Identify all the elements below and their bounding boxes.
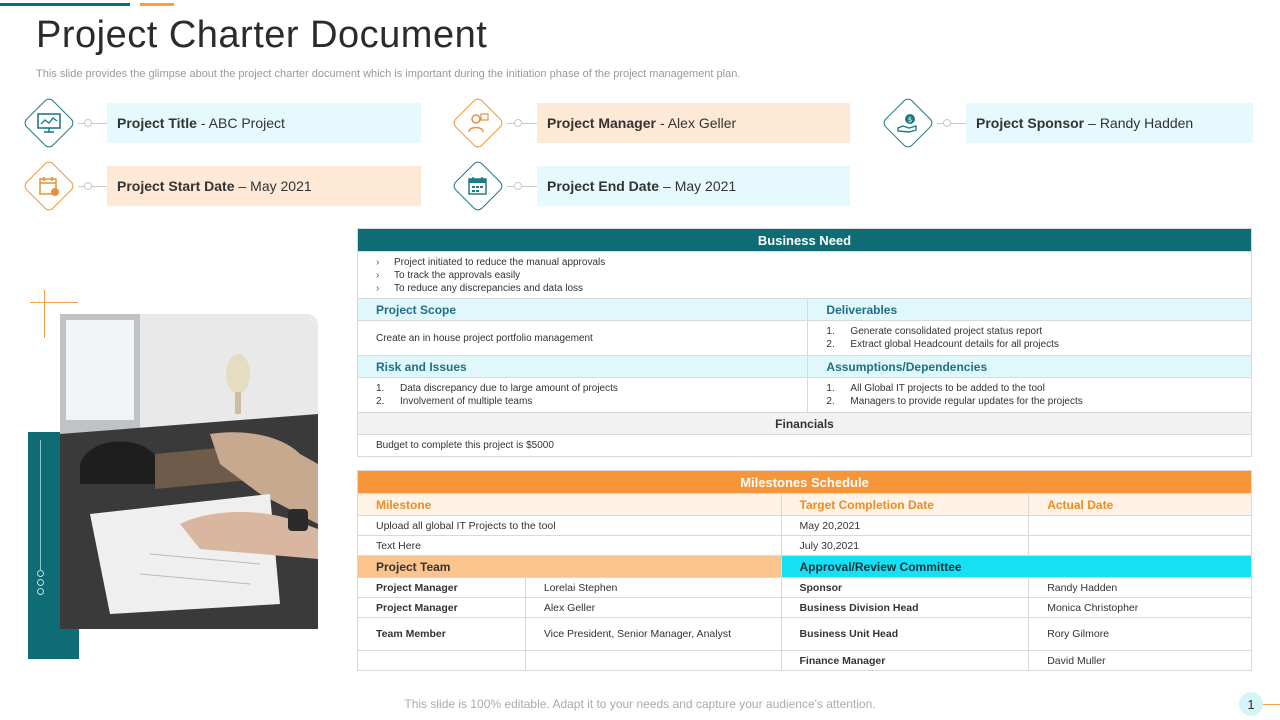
- team-name-cell: Alex Geller: [525, 598, 781, 618]
- connector-dot: [514, 119, 522, 127]
- milestones-header: Milestones Schedule: [358, 471, 1252, 494]
- milestone-cell: Upload all global IT Projects to the tool: [358, 516, 782, 536]
- list-item: › To track the approvals easily: [376, 270, 521, 281]
- decor-cross-vertical: [44, 290, 45, 338]
- end-date-label: Project End Date: [547, 178, 660, 194]
- deliverables-header: Deliverables: [808, 299, 1252, 321]
- actual-date-col-header: Actual Date: [1029, 494, 1252, 516]
- connector-dot: [943, 119, 951, 127]
- end-date-value: – May 2021: [663, 178, 737, 194]
- team-role-cell: [358, 651, 526, 671]
- committee-name-cell: David Muller: [1029, 651, 1252, 671]
- committee-name-cell: Randy Hadden: [1029, 578, 1252, 598]
- risks-list: [358, 378, 808, 413]
- target-date-cell: July 30,2021: [781, 536, 1029, 556]
- decor-dot: [37, 579, 44, 586]
- list-item: 1. All Global IT projects to be added to the tool: [826, 383, 1045, 394]
- team-role-cell: Team Member: [358, 618, 526, 651]
- committee-header: Approval/Review Committee: [781, 556, 1251, 578]
- list-item: › To reduce any discrepancies and data loss: [376, 283, 584, 294]
- table-row: [358, 536, 1252, 556]
- decor-cross-horizontal: [30, 302, 78, 303]
- page-number: 1: [1239, 692, 1263, 716]
- risk-issues-header: Risk and Issues: [358, 356, 808, 378]
- charter-table: [357, 228, 1252, 457]
- calendar-icon: [451, 159, 505, 213]
- list-item: 1. Data discrepancy due to large amount of projects: [376, 383, 618, 394]
- financials-header: Financials: [358, 413, 1252, 435]
- financials-text: Budget to complete this project is $5000: [358, 435, 1252, 457]
- target-date-cell: May 20,2021: [781, 516, 1029, 536]
- assumption-item: Managers to provide regular updates for the projects: [850, 396, 1083, 407]
- deliverable-item: Generate consolidated project status report: [850, 326, 1043, 337]
- table-row: [358, 598, 1252, 618]
- assumption-item: All Global IT projects to be added to the tool: [850, 383, 1045, 394]
- project-manager-value: - Alex Geller: [659, 115, 737, 131]
- page-title: Project Charter Document: [36, 14, 488, 56]
- connector-line: [937, 123, 966, 124]
- target-date-col-header: Target Completion Date: [781, 494, 1029, 516]
- assumptions-header: Assumptions/Dependencies: [808, 356, 1252, 378]
- connector-line: [78, 186, 107, 187]
- money-hand-icon: [881, 96, 935, 150]
- committee-name-cell: Rory Gilmore: [1029, 618, 1252, 651]
- project-team-header: Project Team: [358, 556, 782, 578]
- project-scope-header: Project Scope: [358, 299, 808, 321]
- project-title-label: Project Title: [117, 115, 197, 131]
- milestones-table: [357, 470, 1252, 671]
- business-need-item: To track the approvals easily: [394, 270, 521, 281]
- connector-dot: [84, 119, 92, 127]
- office-desk-photo: [60, 314, 318, 629]
- list-item: 2. Managers to provide regular updates for the projects: [826, 396, 1083, 407]
- risk-item: Involvement of multiple teams: [400, 396, 533, 407]
- connector-line: [507, 123, 537, 124]
- top-accent-bar: [0, 3, 130, 6]
- start-date-label: Project Start Date: [117, 178, 235, 194]
- page-subtitle: This slide provides the glimpse about the project charter document which is important during the initiation phase of the project management plan.: [36, 68, 741, 80]
- presentation-board-icon: [22, 96, 76, 150]
- committee-role-cell: Business Division Head: [781, 598, 1029, 618]
- connector-dot: [514, 182, 522, 190]
- business-need-item: Project initiated to reduce the manual approvals: [394, 257, 606, 268]
- team-name-cell: Lorelai Stephen: [525, 578, 781, 598]
- deliverable-item: Extract global Headcount details for all projects: [850, 339, 1059, 350]
- assumptions-list: [808, 378, 1252, 413]
- business-need-list: [358, 252, 1252, 299]
- decor-dot: [37, 588, 44, 595]
- team-name-cell: Vice President, Senior Manager, Analyst: [525, 618, 781, 651]
- end-date-box: [537, 166, 850, 206]
- committee-name-cell: Monica Christopher: [1029, 598, 1252, 618]
- start-date-value: – May 2021: [238, 178, 312, 194]
- milestone-cell: Text Here: [358, 536, 782, 556]
- table-row: [358, 618, 1252, 651]
- project-title-box: [107, 103, 421, 143]
- connector-dot: [84, 182, 92, 190]
- team-name-cell: [525, 651, 781, 671]
- table-row: [358, 651, 1252, 671]
- page-number-line: [1263, 704, 1280, 705]
- table-row: [358, 578, 1252, 598]
- list-item: 2. Extract global Headcount details for all projects: [826, 339, 1059, 350]
- footer-note: This slide is 100% editable. Adapt it to your needs and capture your audience's attention.: [404, 697, 876, 711]
- project-sponsor-box: [966, 103, 1253, 143]
- decor-dot: [37, 570, 44, 577]
- manager-person-icon: [451, 96, 505, 150]
- project-sponsor-label: Project Sponsor: [976, 115, 1085, 131]
- actual-date-cell: [1029, 536, 1252, 556]
- table-row: [358, 516, 1252, 536]
- decor-teal-line: [40, 440, 41, 570]
- committee-role-cell: Finance Manager: [781, 651, 1029, 671]
- list-item: › Project initiated to reduce the manual approvals: [376, 257, 606, 268]
- calendar-gear-icon: [22, 159, 76, 213]
- project-manager-label: Project Manager: [547, 115, 656, 131]
- connector-line: [507, 186, 537, 187]
- business-need-item: To reduce any discrepancies and data loss: [394, 283, 584, 294]
- connector-line: [78, 123, 107, 124]
- start-date-box: [107, 166, 421, 206]
- project-sponsor-value: – Randy Hadden: [1088, 115, 1194, 131]
- svg-text:$: $: [907, 116, 913, 124]
- project-manager-box: [537, 103, 850, 143]
- list-item: 2. Involvement of multiple teams: [376, 396, 533, 407]
- risk-item: Data discrepancy due to large amount of projects: [400, 383, 618, 394]
- list-item: 1. Generate consolidated project status report: [826, 326, 1043, 337]
- team-role-cell: Project Manager: [358, 598, 526, 618]
- actual-date-cell: [1029, 516, 1252, 536]
- committee-role-cell: Business Unit Head: [781, 618, 1029, 651]
- milestone-col-header: Milestone: [358, 494, 782, 516]
- project-scope-text: Create an in house project portfolio management: [358, 321, 808, 356]
- deliverables-list: [808, 321, 1252, 356]
- project-title-value: - ABC Project: [200, 115, 285, 131]
- business-need-header: Business Need: [358, 229, 1252, 252]
- committee-role-cell: Sponsor: [781, 578, 1029, 598]
- top-accent-bar-orange: [140, 3, 174, 6]
- team-role-cell: Project Manager: [358, 578, 526, 598]
